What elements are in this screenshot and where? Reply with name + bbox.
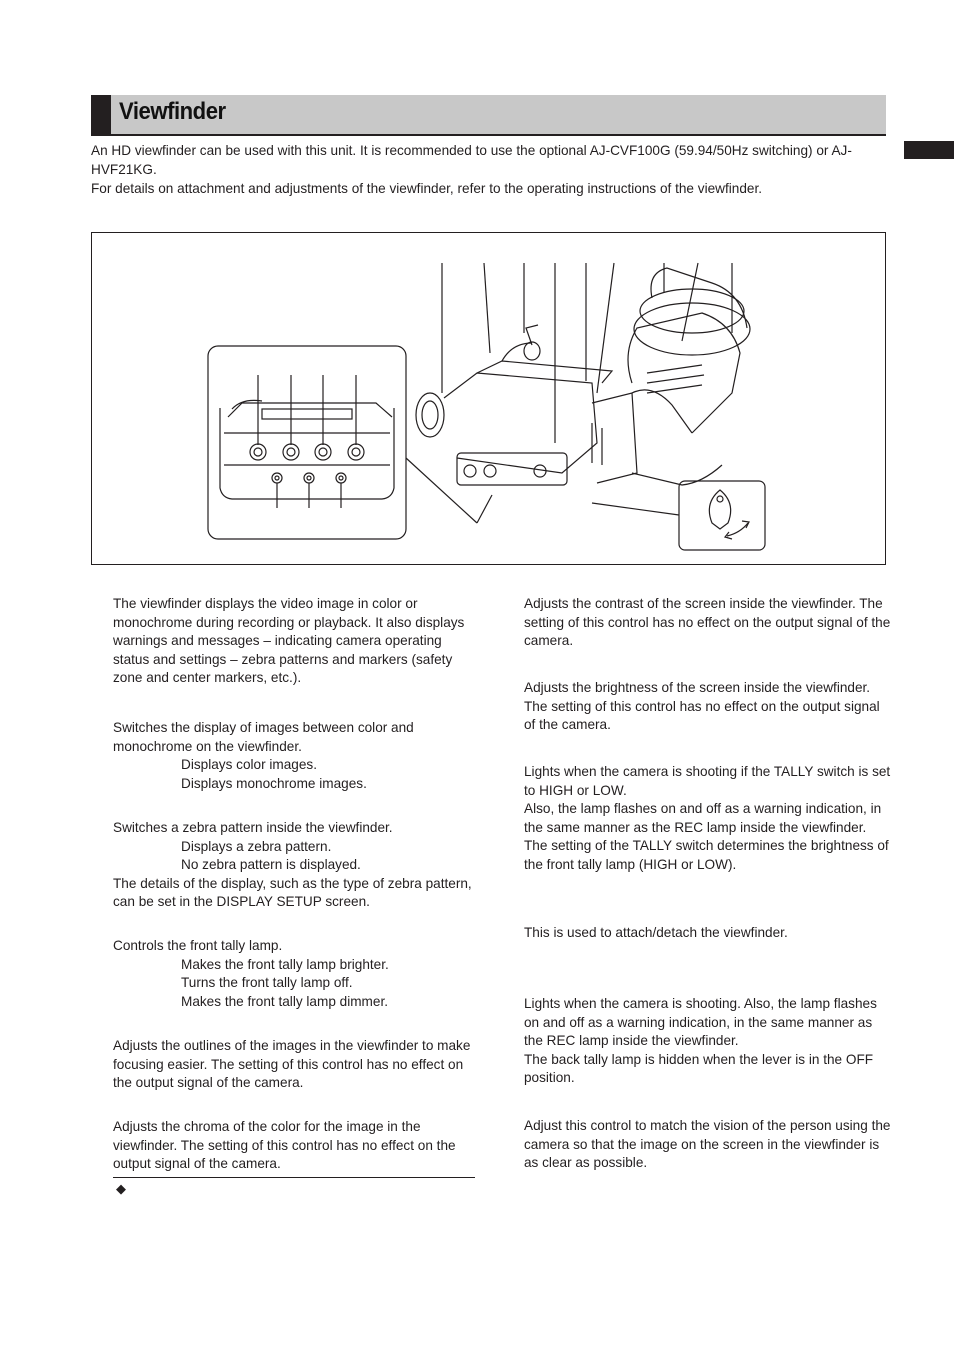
description-item: [113, 819, 473, 937]
option-text: No zebra pattern is displayed.: [181, 857, 361, 873]
viewfinder-body: [416, 268, 750, 485]
description-text: Switches a zebra pattern inside the viewfinder.: [113, 820, 393, 835]
description-item: [113, 595, 473, 719]
intro-paragraph: An HD viewfinder can be used with this unit. It is recommended to use the optional AJ-CVF100G (59.94/50Hz switching) or AJ-HVF21KG.: [91, 143, 852, 177]
description-text: The setting of the TALLY switch determines the brightness of the front tally lamp (HIGH or LOW).: [524, 838, 889, 872]
option-text: Makes the front tally lamp dimmer.: [181, 993, 388, 1009]
intro-text: [91, 141, 891, 198]
description-text: Lights when the camera is shooting if the TALLY switch is set to HIGH or LOW.: [524, 764, 891, 798]
description-text: Controls the front tally lamp.: [113, 938, 283, 953]
section-header: [91, 95, 886, 136]
description-item: [524, 924, 894, 995]
description-text: Lights when the camera is shooting. Also, the lamp flashes on and off as a warning indication, in the same manner as the REC lamp inside the viewfinder.: [524, 996, 877, 1049]
description-item: [524, 679, 894, 763]
description-text: Adjust this control to match the vision of the person using the camera so that the image on the screen in the viewfinder is as clear as possible.: [524, 1118, 891, 1171]
description-text: The viewfinder displays the video image in color or monochrome during recording or playback. It also displays warnings and messages – indicating camera operating status and settings – zebra patterns and markers (safety zone and center markers, etc.).: [113, 596, 465, 686]
description-text: This is used to attach/detach the viewfinder.: [524, 925, 788, 940]
option-text: Turns the front tally lamp off.: [181, 975, 353, 991]
option-text: Makes the front tally lamp brighter.: [181, 956, 389, 972]
description-item: [113, 1037, 473, 1118]
description-item: [524, 595, 894, 679]
description-text: Adjusts the contrast of the screen inside the viewfinder. The setting of this control has no effect on the output signal of the camera.: [524, 596, 891, 649]
description-text: The back tally lamp is hidden when the lever is in the OFF position.: [524, 1051, 874, 1086]
right-column: [524, 595, 894, 1173]
option-text: Displays monochrome images.: [181, 775, 367, 791]
description-text: Also, the lamp flashes on and off as a warning indication, in the same manner as the REC lamp inside the viewfinder.: [524, 801, 882, 835]
intro-paragraph: For details on attachment and adjustments of the viewfinder, refer to the operating instructions of the viewfinder.: [91, 181, 762, 196]
header-accent: [91, 95, 111, 134]
description-item: [524, 763, 894, 924]
chapter-tab: [904, 141, 954, 159]
lock-lever-inset: [592, 481, 765, 550]
page-title: Viewfinder: [119, 98, 226, 125]
description-text: Adjusts the chroma of the color for the image in the viewfinder. The setting of this control has no effect on the output signal of the camera.: [113, 1119, 456, 1172]
description-item: [113, 1118, 473, 1174]
description-text: Switches the display of images between color and monochrome on the viewfinder.: [113, 720, 414, 754]
description-item: [524, 995, 894, 1117]
note-divider: [113, 1177, 475, 1178]
description-text: Adjusts the outlines of the images in the viewfinder to make focusing easier. The setting of this control has no effect on the output signal of the camera.: [113, 1038, 471, 1091]
description-text: Adjusts the brightness of the screen inside the viewfinder. The setting of this control has no effect on the output signal of the camera.: [524, 680, 880, 733]
control-panel-inset: [208, 346, 406, 539]
viewfinder-illustration: [91, 232, 886, 565]
description-item: [524, 1117, 894, 1173]
option-text: Displays color images.: [181, 757, 317, 773]
description-item: [113, 719, 473, 819]
viewfinder-drawing: [92, 233, 885, 564]
option-text: Displays a zebra pattern.: [181, 838, 332, 854]
note-marker: ◆: [116, 1181, 126, 1196]
description-text: The details of the display, such as the type of zebra pattern, can be set in the DISPLAY SETUP screen.: [113, 875, 472, 910]
left-column: [113, 595, 473, 1174]
callout-leaders: [442, 263, 732, 443]
description-item: [113, 937, 473, 1037]
